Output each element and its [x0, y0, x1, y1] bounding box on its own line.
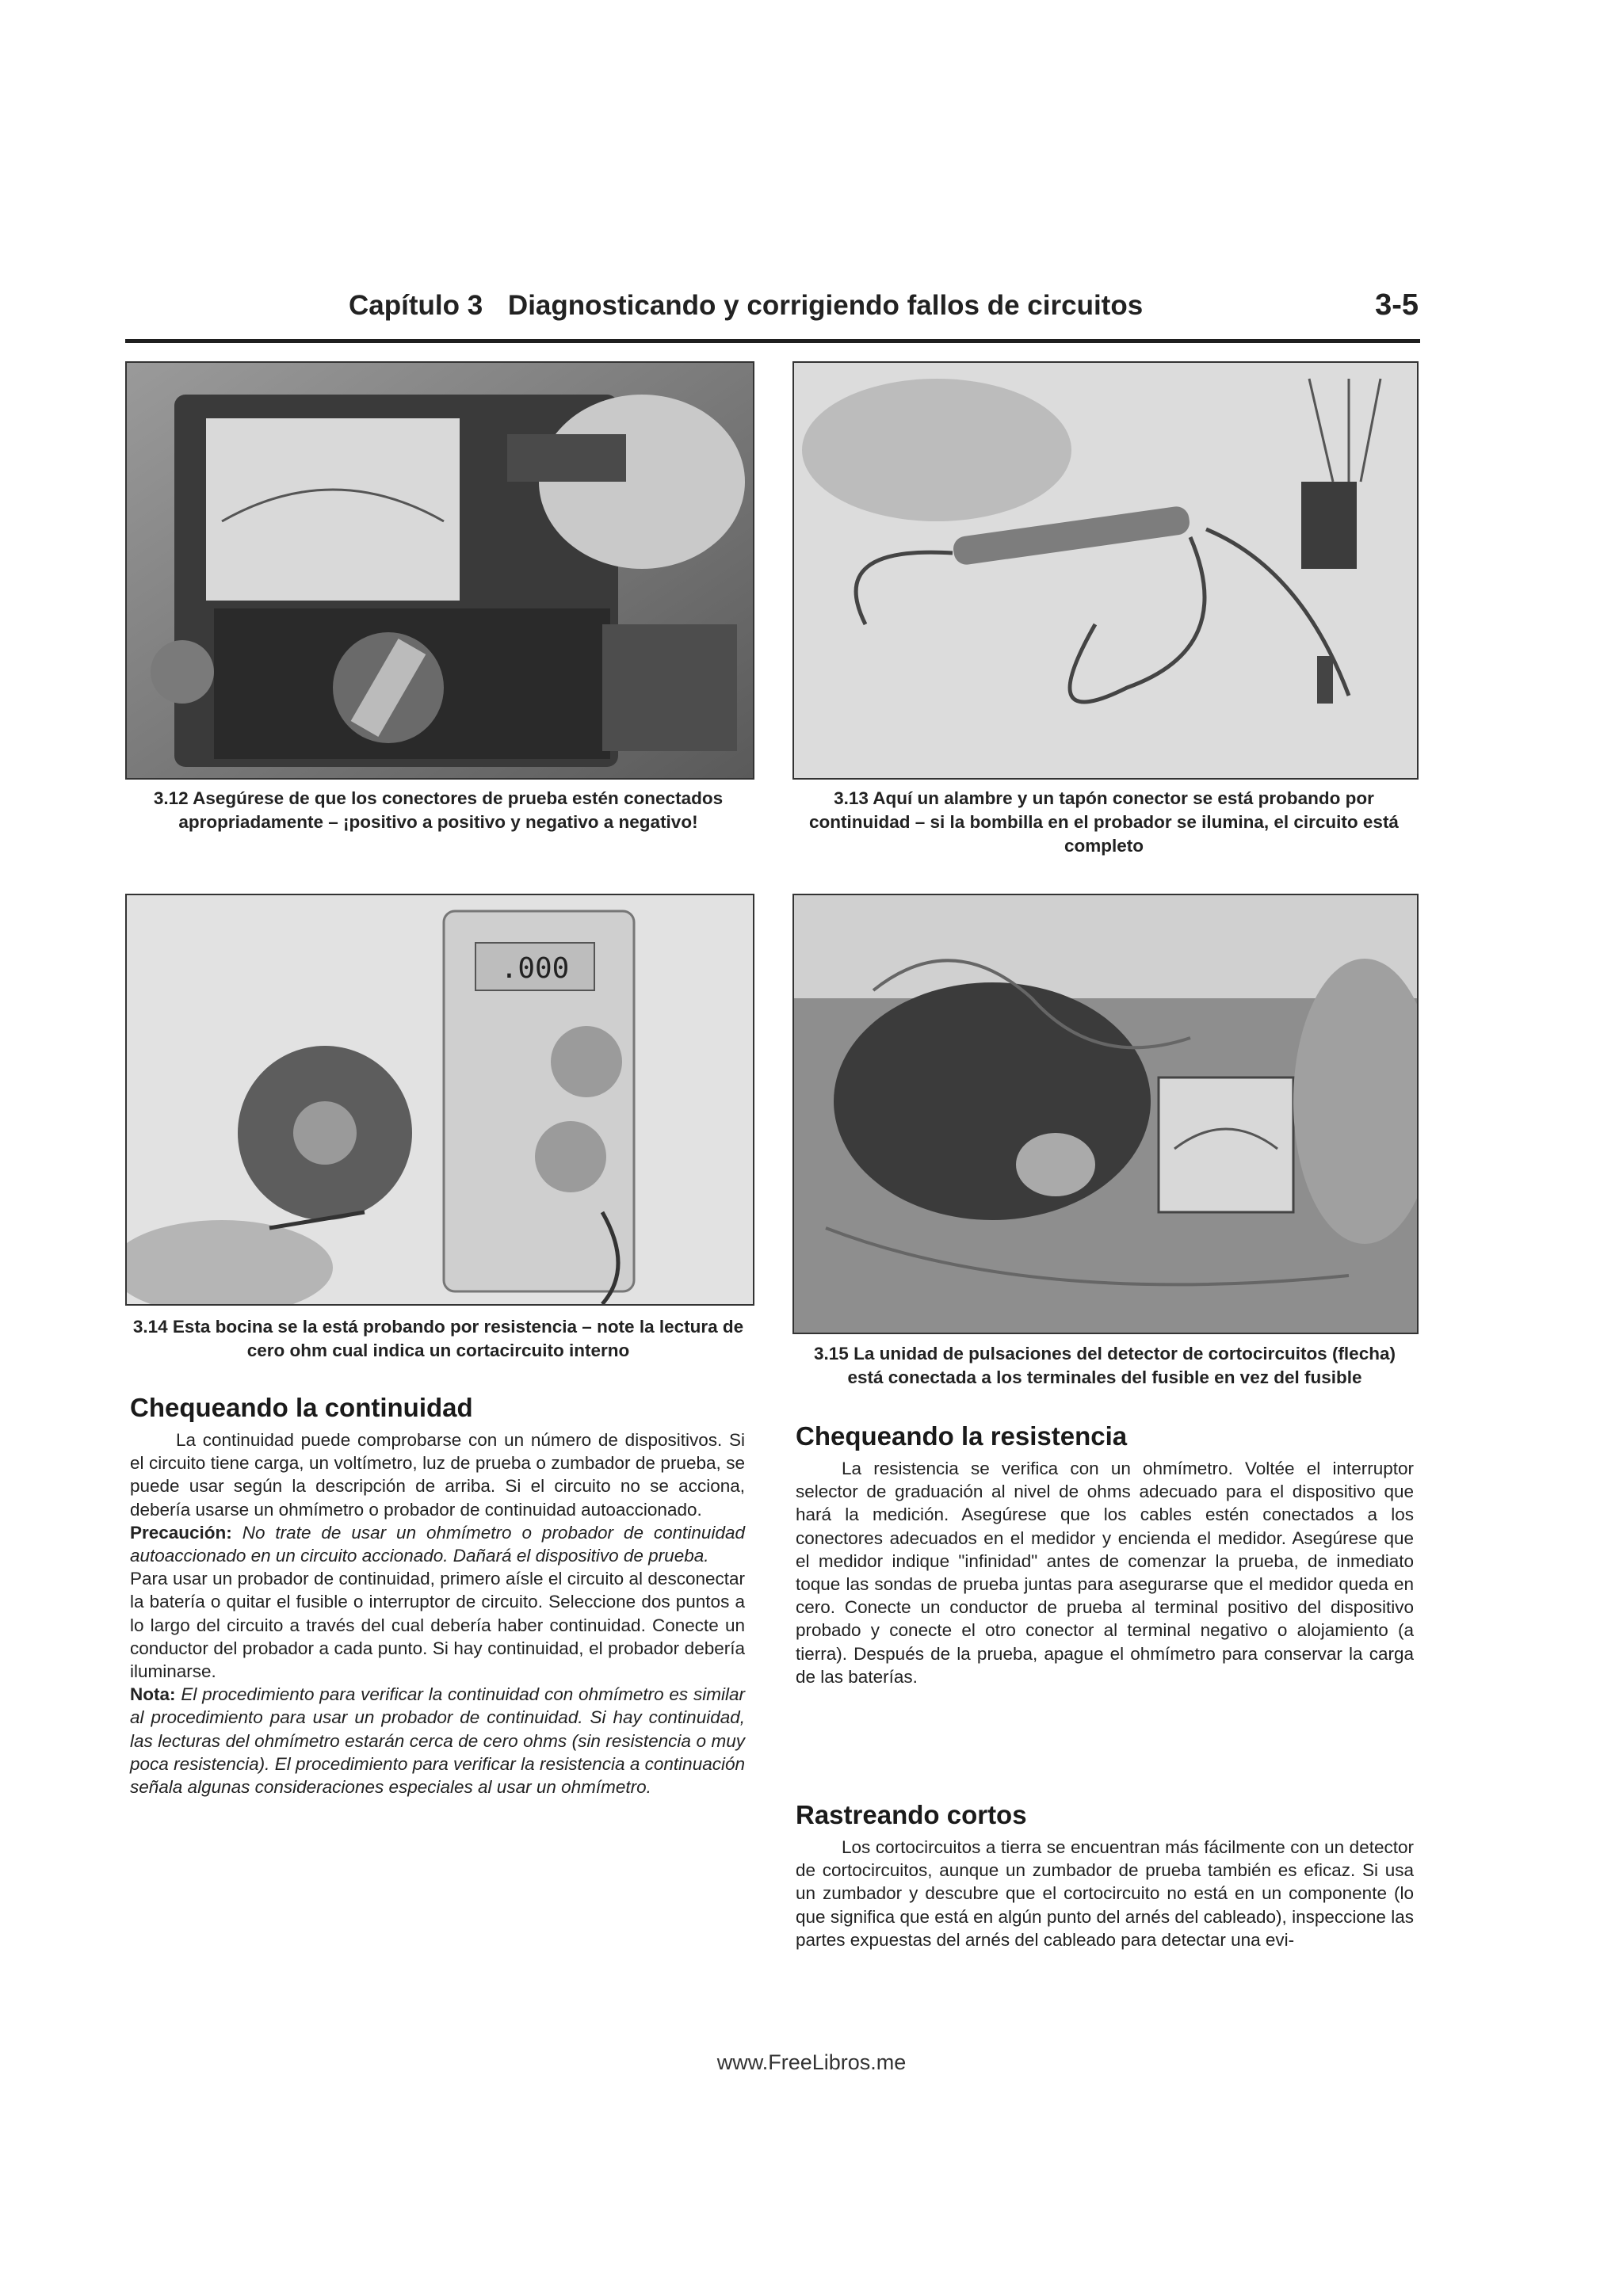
- resistance-text: La resistencia se verifica con un ohmímetro. Voltée el interruptor selector de graduación al nivel de ohms adecuado para el dispositivo que hará la medición. Asegúrese que los cables estén conectados a los conectores adecuados en el medidor y encienda el medidor. Asegúrese que el medidor indique "infinidad" antes de comenzar la prueba, de inmediato toque las sondas de prueba juntas para asegurarse que el medidor queda en cero. Conecte un conductor de prueba al terminal positivo del dispositivo probado y conecte el otro conector al terminal negativo o alojamiento (a tierra). Después de la prueba, apague el ohmímetro para conservar la carga de las baterías.: [796, 1459, 1414, 1687]
- continuity-paragraph-1: La continuidad puede comprobarse con un número de dispositivos. Si el circuito tiene carga, un voltímetro, luz de prueba o zumbador de prueba, se puede usar según la descripción de arriba. Si el circuito no se acciona, debería usarse un ohmímetro o probador de continuidad autoaccionado.: [130, 1430, 745, 1520]
- running-header: [349, 290, 1395, 322]
- footer-url: www.FreeLibros.me: [716, 2050, 907, 2074]
- tracing-shorts-text: Los cortocircuitos a tierra se encuentran más fácilmente con un detector de cortocircuitos, aunque un zumbador de prueba también es eficaz. Si usa un zumbador y descubre que el cortocircuito no está en un componente (lo que significa que está en algún punto del arnés del cableado), inspeccione las partes expuestas del arnés del cableado para detectar una evi-: [796, 1837, 1414, 1950]
- header-rule: [125, 339, 1420, 343]
- resistance-paragraph: [796, 1457, 1414, 1688]
- caution-label: Precaución:: [130, 1522, 232, 1543]
- chapter-label: Capítulo 3: [349, 290, 483, 321]
- figure-3-12-caption: 3.12 Asegúrese de que los conectores de prueba estén conectados apropriadamente – ¡positivo a positivo y negativo a negativo!: [153, 788, 724, 832]
- note-text: El procedimiento para verificar la continuidad con ohmímetro es similar al procedimiento para usar un probador de continuidad. Si hay continuidad, las lecturas del ohmímetro estarán cerca de cero ohms (sin resistencia o muy poca resistencia). El procedimiento para verificar la resistencia a continuación señala algunas consideraciones especiales al usar un ohmímetro.: [130, 1684, 745, 1798]
- figure-3-13-photo: [792, 361, 1419, 780]
- heading-continuity: Chequeando la continuidad: [130, 1393, 473, 1422]
- figure-3-13-caption: 3.13 Aquí un alambre y un tapón conector se está probando por continuidad – si la bombilla en el probador se ilumina, el circuito está completo: [809, 788, 1399, 856]
- figure-3-14-caption: 3.14 Esta bocina se la está probando por resistencia – note la lectura de cero ohm cual indica un cortacircuito interno: [132, 1317, 744, 1360]
- caution-paragraph: [130, 1521, 745, 1567]
- continuity-paragraph-2: Para usar un probador de continuidad, primero aísle el circuito al desconectar la batería o quitar el fusible o interruptor de circuito. Seleccione dos puntos a lo largo del circuito a través del cual debería haber continuidad. Conecte un conductor del probador a cada punto. Si hay continuidad, el probador debería iluminarse.: [130, 1569, 745, 1682]
- meter-display-reading: .000: [500, 952, 570, 985]
- figure-3-14-photo: [125, 894, 754, 1306]
- heading-tracing-shorts: Rastreando cortos: [796, 1800, 1027, 1829]
- figure-3-15-photo: [792, 894, 1419, 1334]
- caution-text: No trate de usar un ohmímetro o probador de continuidad autoaccionado en un circuito accionado. Dañará el dispositivo de prueba.: [130, 1522, 745, 1566]
- figure-3-12-photo: [125, 361, 754, 780]
- note-label: Nota:: [130, 1684, 176, 1705]
- figure-3-15-caption: 3.15 La unidad de pulsaciones del detector de cortocircuitos (flecha) está conectada a los terminales del fusible en vez del fusible: [814, 1344, 1396, 1387]
- page-number: 3-5: [1375, 288, 1419, 322]
- note-paragraph: [130, 1683, 745, 1798]
- heading-resistance: Chequeando la resistencia: [796, 1421, 1128, 1451]
- left-column-text: [130, 1428, 745, 1798]
- tracing-shorts-paragraph: [796, 1836, 1414, 1951]
- chapter-title: Diagnosticando y corrigiendo fallos de circuitos: [507, 290, 1144, 321]
